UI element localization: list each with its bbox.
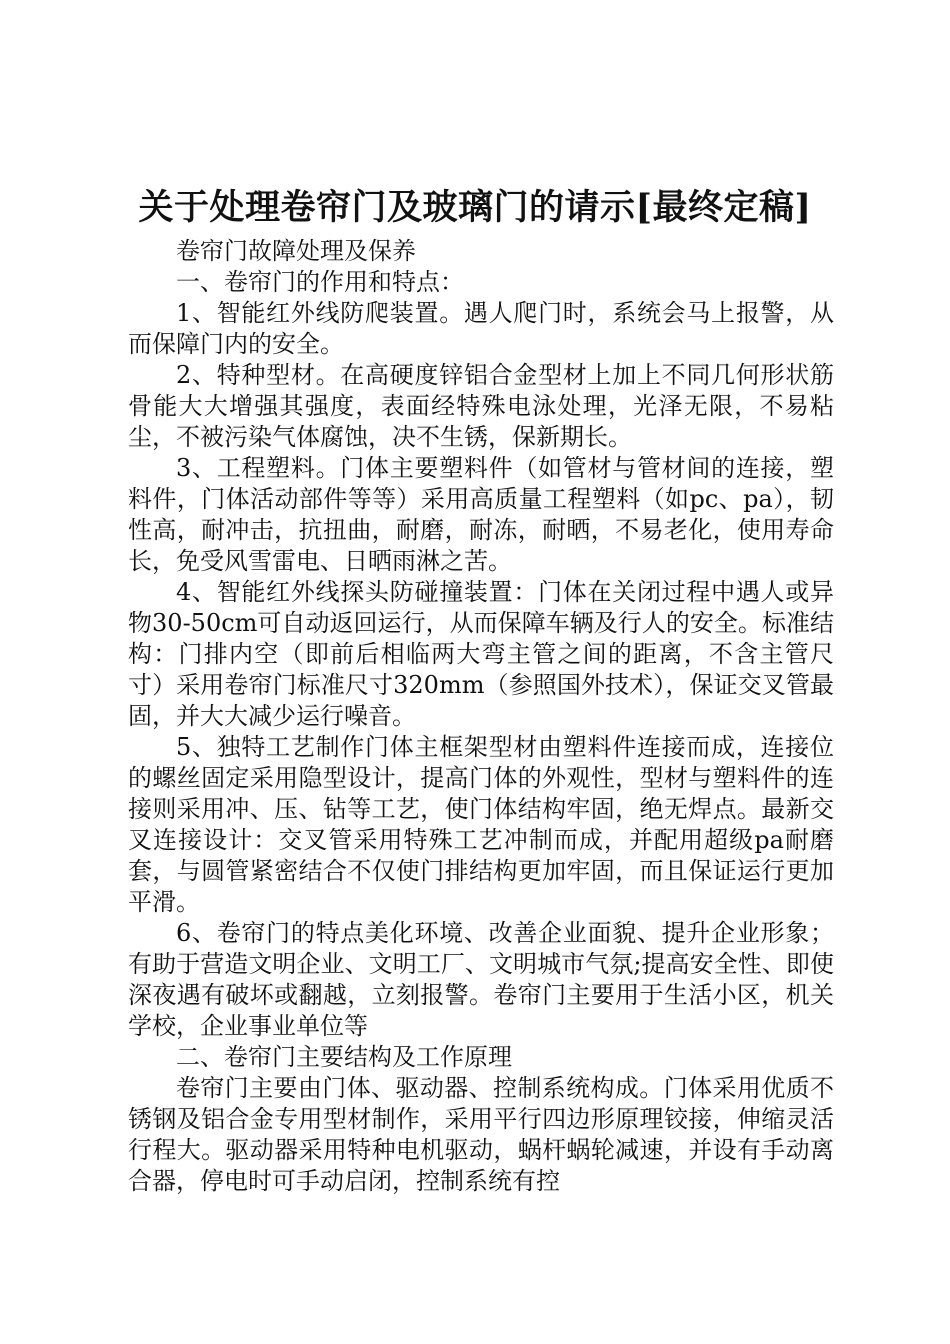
paragraph-structure: 卷帘门主要由门体、驱动器、控制系统构成。门体采用优质不锈钢及铝合金专用型材制作，采用平行四边形原理铰接，伸缩灵活行程大。驱动器采用特种电机驱动，蜗杆蜗轮减速，并设有手动离合器，停电时可手动启闭，控制系统有控 [128, 1074, 834, 1195]
paragraph-feature-6: 6、卷帘门的特点美化环境、改善企业面貌、提升企业形象；有助于营造文明企业、文明工厂、文明城市气氛;提高安全性、即使深夜遇有破坏或翻越，立刻报警。卷帘门主要用于生活小区，机关学校，企业事业单位等 [128, 919, 834, 1040]
paragraph-feature-4: 4、智能红外线探头防碰撞装置：门体在关闭过程中遇人或异物30-50cm可自动返回运行，从而保障车辆及行人的安全。标准结构：门排内空（即前后相临两大弯主管之间的距离，不含主管尺寸）采用卷帘门标准尺寸320mm（参照国外技术），保证交叉管最固，并大大减少运行噪音。 [128, 578, 834, 730]
paragraph-feature-2: 2、特种型材。在高硬度锌铝合金型材上加上不同几何形状筋骨能大大增强其强度，表面经特殊电泳处理，光泽无限，不易粘尘，不被污染气体腐蚀，决不生锈，保新期长。 [128, 361, 834, 451]
section-heading-2: 二、卷帘门主要结构及工作原理 [176, 1043, 512, 1071]
paragraph-feature-1: 1、智能红外线防爬装置。遇人爬门时，系统会马上报警，从而保障门内的安全。 [128, 299, 834, 358]
paragraph-feature-3: 3、工程塑料。门体主要塑料件（如管材与管材间的连接，塑料件，门体活动部件等等）采用高质量工程塑料（如pc、pa），韧性高，耐冲击，抗扭曲，耐磨，耐冻，耐晒，不易老化，使用寿命长，免受风雪雷电、日晒雨淋之苦。 [128, 454, 834, 575]
document-body [128, 236, 834, 1197]
paragraph-feature-5: 5、独特工艺制作门体主框架型材由塑料件连接而成，连接位的螺丝固定采用隐型设计，提高门体的外观性，型材与塑料件的连接则采用冲、压、钻等工艺，使门体结构牢固，绝无焊点。最新交叉连接设计：交叉管采用特殊工艺冲制而成，并配用超级pa耐磨套，与圆管紧密结合不仅使门排结构更加牢固，而且保证运行更加平滑。 [128, 733, 834, 916]
section-heading-1: 一、卷帘门的作用和特点： [176, 268, 464, 296]
document-title: 关于处理卷帘门及玻璃门的请示[最终定稿] [138, 187, 812, 228]
section-subtitle: 卷帘门故障处理及保养 [176, 237, 416, 265]
